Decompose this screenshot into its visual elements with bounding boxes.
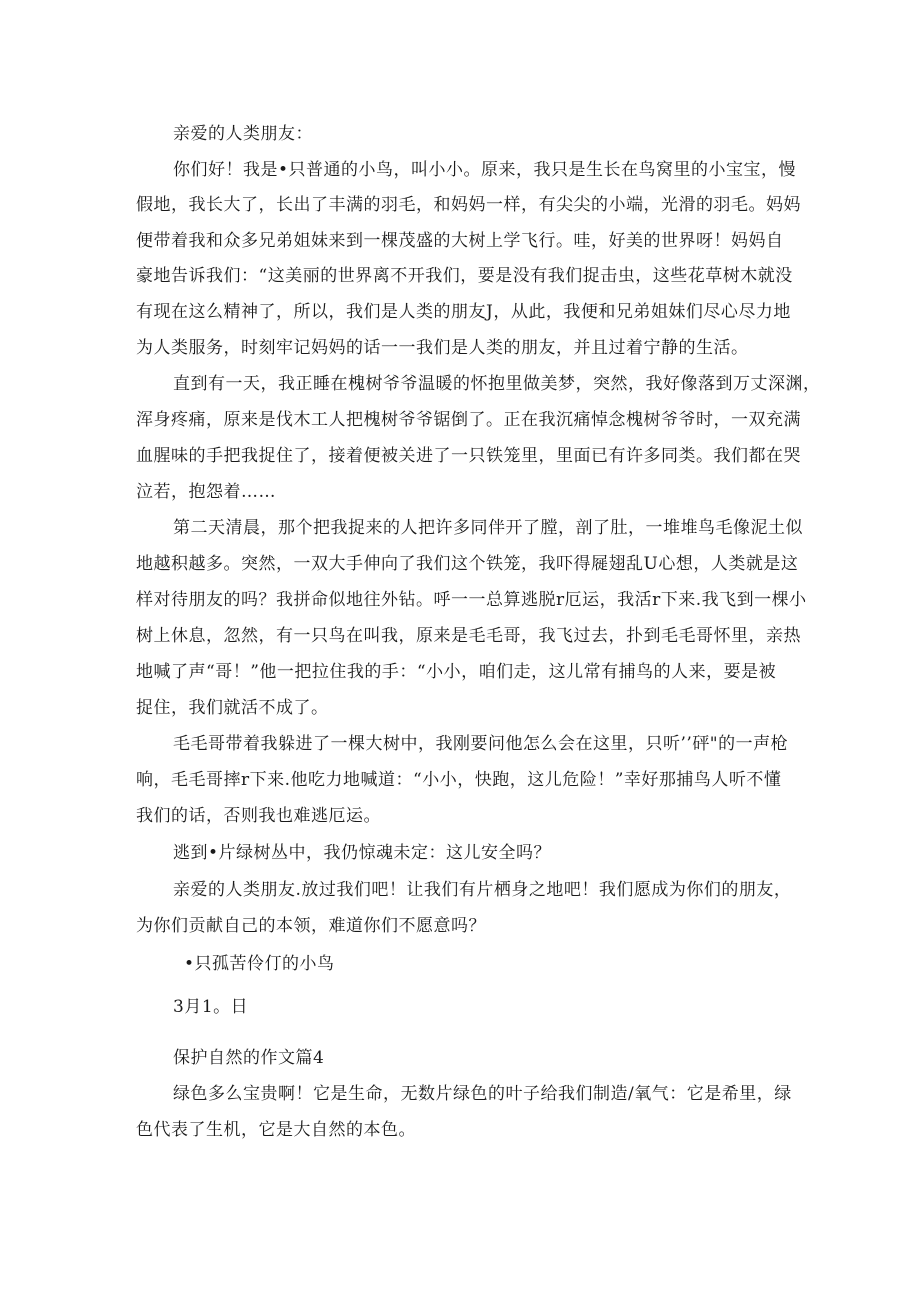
salutation: 亲爱的人类朋友： <box>173 124 313 144</box>
paragraph-line: 为你们贡献自己的本领，难道你们不愿意吗？ <box>136 916 486 936</box>
paragraph-line: 你们好！我是•只普通的小鸟，叫小小。原来，我只是生长在鸟窝里的小宝宝，慢 <box>173 160 797 180</box>
paragraph-line: 便带着我和众多兄弟姐妹来到一棵茂盛的大树上学飞行。哇，好美的世界呀！妈妈自 <box>136 231 784 251</box>
paragraph-line: 浑身疼痛，原来是伐木工人把槐树爷爷锯倒了。正在我沉痛悼念槐树爷爷时，一双充满 <box>136 410 801 430</box>
paragraph-line: 有现在这么精神了，所以，我们是人类的朋友J，从此，我便和兄弟姐妹们尽心尽力地 <box>136 302 791 322</box>
paragraph-line: 血腥味的手把我捉住了，接着便被关进了一只铁笼里，里面已有许多同类。我们都在哭 <box>136 446 801 466</box>
paragraph-line: 捉住，我们就活不成了。 <box>136 698 329 718</box>
paragraph-line: 为人类服务，时刻牢记妈妈的话一一我们是人类的朋友，并且过着宁静的生活。 <box>136 338 749 358</box>
letter-signature: •只孤苦伶仃的小鸟 <box>184 954 335 974</box>
paragraph-line: 树上休息，忽然，有一只鸟在叫我，原来是毛毛哥，我飞过去，扑到毛毛哥怀里，亲热 <box>136 626 801 646</box>
paragraph-line: 毛毛哥带着我躲进了一棵大树中，我刚要问他怎么会在这里，只听’’砰"的一声枪 <box>173 734 789 754</box>
paragraph-line: 直到有一天，我正睡在槐树爷爷温暖的怀抱里做美梦，突然，我好像落到万丈深渊， <box>173 374 821 394</box>
paragraph-line: 地喊了声“哥！”他一把拉住我的手：“小小，咱们走，这儿常有捕鸟的人来，要是被 <box>136 662 777 682</box>
paragraph-line: 泣若，抱怨着…… <box>136 482 276 502</box>
essay-heading: 保护自然的作文篇4 <box>173 1048 325 1068</box>
paragraph-line: 样对待朋友的吗？我拼命似地往外钻。呼一一总算逃脱r厄运，我活r下来.我飞到一棵小 <box>136 590 807 610</box>
paragraph-line: 响，毛毛哥摔r下来.他吃力地喊道：“小小，快跑，这儿危险！”幸好那捕鸟人听不懂 <box>136 770 782 790</box>
letter-date: 3月1。日 <box>173 997 249 1017</box>
paragraph-line: 亲爱的人类朋友.放过我们吧！让我们有片栖身之地吧！我们愿成为你们的朋友， <box>173 880 792 900</box>
paragraph-line: 绿色多么宝贵啊！它是生命，无数片绿色的叶子给我们制造/氧气：它是希里，绿 <box>173 1084 792 1104</box>
paragraph-line: 假地，我长大了，长出了丰满的羽毛，和妈妈一样，有尖尖的小端，光滑的羽毛。妈妈 <box>136 195 801 215</box>
paragraph-line: 我们的话，否则我也难逃厄运。 <box>136 806 381 826</box>
paragraph-line: 色代表了生机，它是大自然的本色。 <box>136 1120 416 1140</box>
paragraph-line: 地越积越多。突然，一双大手伸向了我们这个铁笼，我吓得屣翅乱U心想，人类就是这 <box>136 554 799 574</box>
paragraph-line: 豪地告诉我们：“这美丽的世界离不开我们，要是没有我们捉击虫，这些花草树木就没 <box>136 266 793 286</box>
paragraph-line: 逃到•片绿树丛中，我仍惊魂未定：这儿安全吗？ <box>173 843 552 863</box>
paragraph-line: 第二天清晨，那个把我捉来的人把许多同伴开了膛，剖了肚，一堆堆鸟毛像泥土似 <box>173 518 803 538</box>
